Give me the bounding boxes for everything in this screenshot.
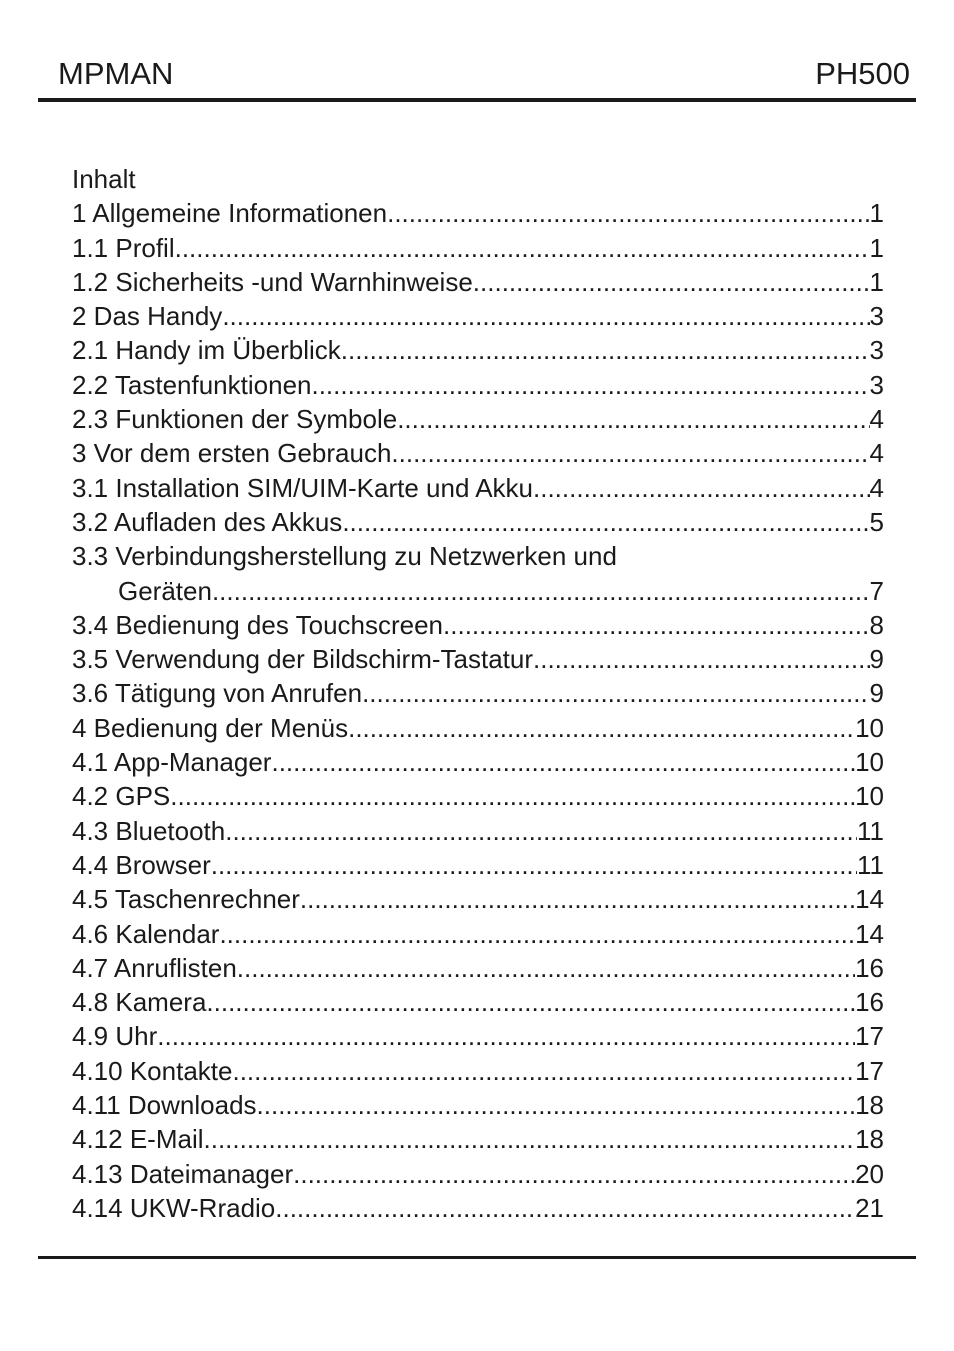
- model-name: PH500: [815, 56, 910, 91]
- toc-leader-dots: [391, 436, 869, 470]
- toc-entry-page: 17: [855, 1021, 884, 1052]
- toc-entry-title: 4.6 Kalendar: [72, 918, 220, 949]
- toc-entry[interactable]: [72, 1088, 884, 1122]
- toc-entry[interactable]: [72, 1191, 884, 1225]
- toc-entry-page: 4: [869, 472, 884, 503]
- toc-leader-dots: [206, 985, 855, 1019]
- toc-entry[interactable]: [72, 333, 884, 367]
- toc-entry[interactable]: [72, 917, 884, 951]
- toc-entry-page: 3: [869, 335, 884, 366]
- toc-entry-page: 11: [857, 849, 884, 880]
- toc-entry-title: 2.3 Funktionen der Symbole: [72, 404, 398, 435]
- toc-entry[interactable]: [72, 1019, 884, 1053]
- toc-leader-dots: [341, 333, 870, 367]
- toc-leader-dots: [275, 1191, 855, 1225]
- toc-leader-dots: [443, 608, 870, 642]
- toc-leader-dots: [257, 1088, 856, 1122]
- toc-entry-title: 1 Allgemeine Informationen: [72, 198, 388, 229]
- toc-list: [72, 196, 884, 1225]
- toc-entry-title: 3.4 Bedienung des Touchscreen: [72, 609, 444, 640]
- toc-entry[interactable]: [72, 265, 884, 299]
- toc-entry-page: 14: [855, 884, 884, 915]
- toc-leader-dots: [212, 574, 870, 608]
- toc-entry[interactable]: [72, 779, 884, 813]
- toc-leader-dots: [342, 505, 869, 539]
- toc-entry[interactable]: [72, 814, 884, 848]
- toc-entry-page: 11: [857, 815, 884, 846]
- brand-name: MPMAN: [58, 56, 174, 91]
- toc-entry[interactable]: [72, 711, 884, 745]
- toc-leader-dots: [348, 711, 855, 745]
- toc-leader-dots: [204, 1122, 856, 1156]
- toc-leader-dots: [157, 1019, 855, 1053]
- toc-entry-page: 16: [855, 987, 884, 1018]
- toc-entry-title: 4.10 Kontakte: [72, 1055, 233, 1086]
- toc-entry[interactable]: [72, 231, 884, 265]
- toc-entry[interactable]: [72, 676, 884, 710]
- toc-entry-title: 4.14 UKW-Rradio: [72, 1192, 276, 1223]
- toc-leader-dots: [387, 196, 869, 230]
- toc-entry-title: 4.5 Taschenrechner: [72, 884, 300, 915]
- toc-entry-page: 20: [855, 1158, 884, 1189]
- toc-entry-page: 9: [869, 678, 884, 709]
- toc-entry-title: 4.2 GPS: [72, 781, 171, 812]
- toc-entry-title: 4.8 Kamera: [72, 987, 207, 1018]
- footer-divider: [38, 1256, 916, 1259]
- toc-entry[interactable]: [72, 368, 884, 402]
- toc-entry-title: 3.3 Verbindungsherstellung zu Netzwerken und: [72, 541, 617, 572]
- toc-entry-page: 16: [855, 952, 884, 983]
- toc-entry[interactable]: [72, 539, 884, 573]
- header-divider: [38, 98, 916, 102]
- toc-leader-dots: [232, 1054, 855, 1088]
- toc-entry-page: 10: [855, 747, 884, 778]
- toc-entry-title: 4.9 Uhr: [72, 1021, 158, 1052]
- toc-entry-page: 17: [855, 1055, 884, 1086]
- table-of-contents: [72, 162, 884, 1225]
- toc-entry-title: Geräten: [118, 575, 212, 606]
- toc-leader-dots: [293, 1157, 855, 1191]
- toc-entry-page: 10: [855, 712, 884, 743]
- toc-leader-dots: [473, 265, 870, 299]
- toc-entry-page: 8: [869, 609, 884, 640]
- toc-leader-dots: [311, 368, 869, 402]
- toc-entry-page: 7: [869, 575, 884, 606]
- toc-leader-dots: [533, 471, 870, 505]
- toc-entry-page: 18: [855, 1124, 884, 1155]
- toc-entry-title: 2 Das Handy: [72, 301, 223, 332]
- toc-entry-page: 1: [869, 232, 884, 263]
- toc-entry[interactable]: [72, 1157, 884, 1191]
- toc-entry-page: 3: [869, 369, 884, 400]
- toc-entry-title: 2.2 Tastenfunktionen: [72, 369, 312, 400]
- toc-entry-title: 4.13 Dateimanager: [72, 1158, 294, 1189]
- toc-entry-page: 18: [855, 1090, 884, 1121]
- toc-entry-page: 4: [869, 404, 884, 435]
- toc-entry[interactable]: [72, 642, 884, 676]
- toc-entry[interactable]: [72, 848, 884, 882]
- toc-leader-dots: [533, 642, 870, 676]
- toc-entry-page: 1: [869, 198, 884, 229]
- toc-entry[interactable]: [72, 608, 884, 642]
- toc-entry[interactable]: [72, 505, 884, 539]
- toc-entry[interactable]: [72, 882, 884, 916]
- toc-entry-title: 1.1 Profil: [72, 232, 175, 263]
- toc-entry-title: 3.6 Tätigung von Anrufen: [72, 678, 363, 709]
- toc-entry-title: 2.1 Handy im Überblick: [72, 335, 341, 366]
- toc-entry-title: 4.3 Bluetooth: [72, 815, 226, 846]
- toc-entry-page: 1: [869, 266, 884, 297]
- toc-entry-title: 3.1 Installation SIM/UIM-Karte und Akku: [72, 472, 533, 503]
- toc-entry-title: 3.2 Aufladen des Akkus: [72, 506, 343, 537]
- toc-entry-title: 4.11 Downloads: [72, 1090, 257, 1121]
- toc-entry-title: 1.2 Sicherheits -und Warnhinweise: [72, 266, 473, 297]
- toc-leader-dots: [237, 951, 855, 985]
- toc-entry[interactable]: [72, 471, 884, 505]
- toc-entry-title: 3 Vor dem ersten Gebrauch: [72, 438, 392, 469]
- toc-entry-page: 4: [869, 438, 884, 469]
- toc-heading: Inhalt: [72, 164, 136, 194]
- toc-entry[interactable]: [72, 1122, 884, 1156]
- toc-leader-dots: [175, 231, 870, 265]
- toc-entry[interactable]: [72, 299, 884, 333]
- toc-entry[interactable]: [72, 196, 884, 230]
- toc-entry[interactable]: [72, 436, 884, 470]
- toc-leader-dots: [362, 676, 869, 710]
- toc-entry[interactable]: [72, 1054, 884, 1088]
- page-header: [38, 54, 916, 98]
- toc-leader-dots: [397, 402, 869, 436]
- toc-entry-title: 4.7 Anruflisten: [72, 952, 237, 983]
- toc-entry-title: 3.5 Verwendung der Bildschirm-Tastatur: [72, 644, 534, 675]
- toc-leader-dots: [211, 848, 857, 882]
- toc-leader-dots: [222, 299, 869, 333]
- toc-entry[interactable]: [72, 951, 884, 985]
- toc-entry-page: 21: [855, 1192, 884, 1223]
- toc-entry[interactable]: [72, 402, 884, 436]
- toc-entry[interactable]: [72, 985, 884, 1019]
- toc-entry-page: 10: [855, 781, 884, 812]
- toc-leader-dots: [300, 882, 855, 916]
- toc-entry-title: 4 Bedienung der Menüs: [72, 712, 349, 743]
- toc-entry-page: 14: [855, 918, 884, 949]
- toc-leader-dots: [225, 814, 857, 848]
- toc-entry-title: 4.12 E-Mail: [72, 1124, 204, 1155]
- toc-entry-page: 9: [869, 644, 884, 675]
- toc-entry[interactable]: [72, 745, 884, 779]
- toc-entry[interactable]: [72, 574, 884, 608]
- toc-leader-dots: [170, 779, 855, 813]
- toc-entry-page: 3: [869, 301, 884, 332]
- toc-entry-title: 4.4 Browser: [72, 849, 211, 880]
- toc-entry-page: 5: [869, 506, 884, 537]
- toc-leader-dots: [219, 917, 855, 951]
- toc-entry-title: 4.1 App-Manager: [72, 747, 272, 778]
- toc-leader-dots: [271, 745, 855, 779]
